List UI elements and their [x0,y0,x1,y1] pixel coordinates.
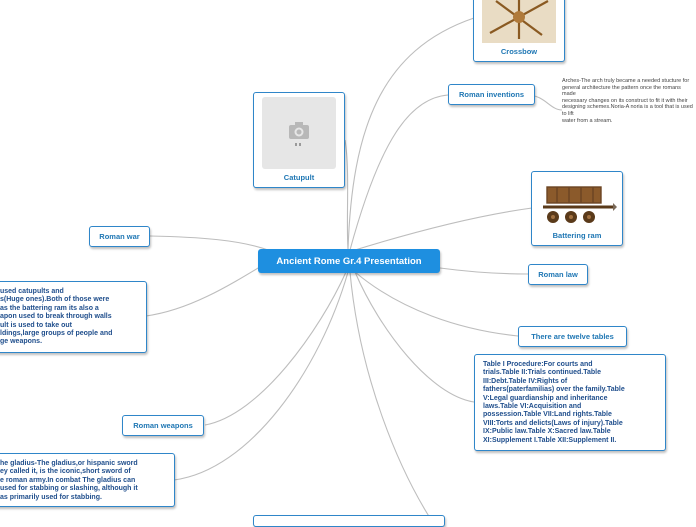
roman-inventions-label: Roman inventions [458,90,524,99]
inventions-note: Arches-The arch truly became a needed stucture for general architecture the pattern once the romans made necessary changes on its construct to fit it with their designing schemes.Noria-A noria is a tool that is used to lift water from a stream. [562,78,693,124]
link-roman-law [440,268,528,274]
link-war-text [146,262,268,316]
catupult-image-placeholder [262,97,336,169]
node-battering-ram[interactable] [531,171,623,246]
node-twelve-tables[interactable] [518,326,627,347]
central-topic-label: Ancient Rome Gr.4 Presentation [276,255,422,267]
roman-war-label: Roman war [99,232,140,241]
link-catupult [345,140,348,250]
node-roman-war[interactable] [89,226,150,247]
node-roman-law[interactable] [528,264,588,285]
tables-description[interactable]: Table I Procedure:For courts and trials.Table II:Trials continued.Table III:Debt.Table IV:Rights of fathers(paterfamilias) over the family.Table V:Legal guardianship and inheritance laws.Table VI:Acquisition and possession.Table VII:Land rights.Table VIII:Torts and delicts(Laws of injury).Table IX:Public law.Table X:Sacred law.Table XI:Supplement I.Table XII:Supplement II. [474,354,666,451]
weapons-description[interactable]: he gladius-The gladius,or hispanic sword ey called it, is the iconic,short sword of e roman army.In combat The gladius can used for stabbing or slashing, although it as primarily used for stabbing. [0,453,175,507]
crossbow-image [482,0,556,43]
roman-weapons-label: Roman weapons [133,421,193,430]
roman-law-label: Roman law [538,270,578,279]
camera-icon [287,119,311,147]
war-description[interactable]: used catupults and s(Huge ones).Both of those were as the battering ram its also a apon used to break through walls ult is used to take out ldings,large groups of people and ge weapons. [0,281,147,353]
link-crossbow [348,18,474,250]
twelve-tables-label: There are twelve tables [531,332,614,341]
central-topic[interactable] [258,249,440,273]
battering-ram-image [537,179,617,227]
link-bottom [350,272,430,518]
node-bottom-partial[interactable] [253,515,445,527]
battering-ram-label: Battering ram [552,231,602,240]
node-roman-weapons[interactable] [122,415,204,436]
node-crossbow[interactable] [473,0,565,62]
link-roman-war [150,236,268,250]
link-battering-ram [355,208,532,250]
link-roman-inventions [350,95,448,250]
crossbow-label: Crossbow [500,47,538,56]
catupult-label: Catupult [283,173,315,182]
link-weapons-text [174,272,348,480]
link-tables-text [355,272,474,402]
link-twelve-tables [355,272,518,336]
node-catupult[interactable] [253,92,345,188]
link-roman-weapons [205,272,346,425]
node-roman-inventions[interactable] [448,84,535,105]
